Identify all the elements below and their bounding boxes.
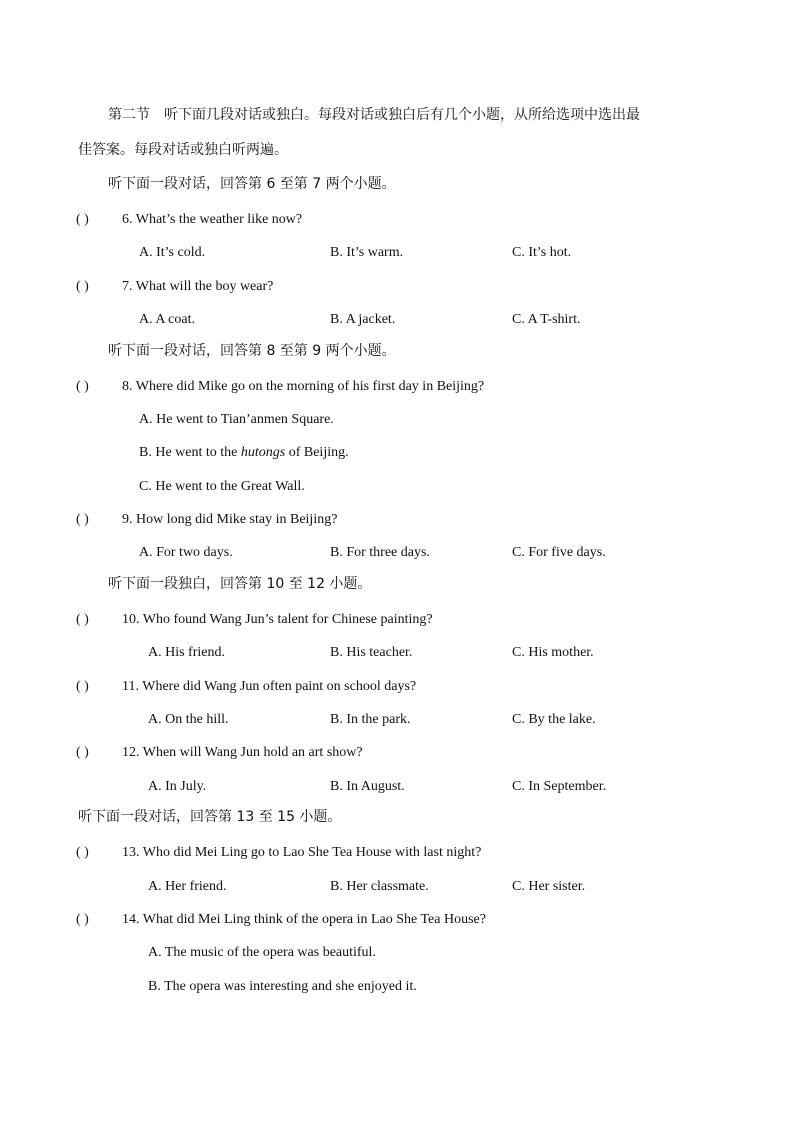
option-b: B. A jacket. (330, 312, 396, 327)
question-text: 6. What’s the weather like now? (122, 212, 303, 227)
option-c: C. Her sister. (512, 879, 586, 894)
group-instruction: 听下面一段对话，回答第 13 至 15 小题。 (78, 809, 342, 825)
answer-blank: ( ) (76, 612, 89, 627)
answer-blank: ( ) (76, 279, 89, 294)
option-b: B. In August. (330, 779, 405, 794)
group-instruction: 听下面一段独白，回答第 10 至 12 小题。 (108, 576, 372, 592)
option-c: C. In September. (512, 779, 607, 794)
option-c: C. His mother. (512, 645, 594, 660)
option-b: B. The opera was interesting and she enjoyed it. (148, 979, 417, 994)
option-a: A. He went to Tian’anmen Square. (139, 412, 334, 427)
question-text: 8. Where did Mike go on the morning of his first day in Beijing? (122, 379, 485, 394)
option-c: C. For five days. (512, 545, 606, 560)
option-a: A. It’s cold. (139, 245, 206, 260)
section-instruction-line1: 第二节 听下面几段对话或独白。每段对话或独白后有几个小题，从所给选项中选出最 (108, 107, 640, 123)
question-text: 11. Where did Wang Jun often paint on school days? (122, 679, 417, 694)
question-text: 10. Who found Wang Jun’s talent for Chinese painting? (122, 612, 433, 627)
option-a: A. In July. (148, 779, 207, 794)
group-instruction: 听下面一段对话，回答第 6 至第 7 两个小题。 (108, 176, 396, 192)
option-c: C. He went to the Great Wall. (139, 479, 305, 494)
option-a: A. His friend. (148, 645, 225, 660)
option-b (139, 444, 349, 462)
section-instruction-line2: 佳答案。每段对话或独白听两遍。 (78, 142, 288, 158)
option-b: B. His teacher. (330, 645, 413, 660)
option-b: B. For three days. (330, 545, 430, 560)
option-b-italic-term: hutongs (240, 445, 286, 460)
answer-blank: ( ) (76, 745, 89, 760)
option-a: A. The music of the opera was beautiful. (148, 945, 376, 960)
answer-blank: ( ) (76, 212, 89, 227)
option-a: A. A coat. (139, 312, 195, 327)
option-b: B. Her classmate. (330, 879, 429, 894)
answer-blank: ( ) (76, 512, 89, 527)
answer-blank: ( ) (76, 845, 89, 860)
question-text: 9. How long did Mike stay in Beijing? (122, 512, 338, 527)
question-text: 13. Who did Mei Ling go to Lao She Tea House with last night? (122, 845, 482, 860)
answer-blank: ( ) (76, 379, 89, 394)
option-c: C. By the lake. (512, 712, 596, 727)
option-c: C. A T-shirt. (512, 312, 581, 327)
option-a: A. For two days. (139, 545, 233, 560)
option-b-suffix: of Beijing. (285, 445, 349, 460)
question-text: 14. What did Mei Ling think of the opera in Lao She Tea House? (122, 912, 486, 927)
question-text: 12. When will Wang Jun hold an art show? (122, 745, 363, 760)
answer-blank: ( ) (76, 679, 89, 694)
option-c: C. It’s hot. (512, 245, 572, 260)
answer-blank: ( ) (76, 912, 89, 927)
option-b: B. In the park. (330, 712, 411, 727)
option-b-prefix: B. He went to the (139, 445, 238, 460)
option-b: B. It’s warm. (330, 245, 404, 260)
group-instruction: 听下面一段对话，回答第 8 至第 9 两个小题。 (108, 343, 396, 359)
option-a: A. On the hill. (148, 712, 229, 727)
question-text: 7. What will the boy wear? (122, 279, 274, 294)
option-a: A. Her friend. (148, 879, 227, 894)
